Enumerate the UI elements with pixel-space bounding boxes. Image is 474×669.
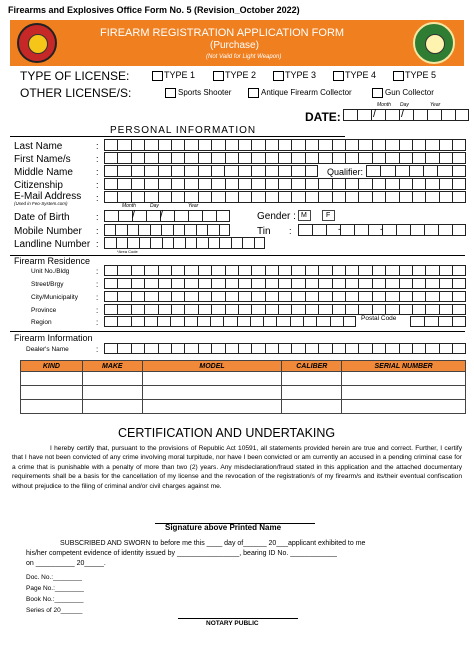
feo-seal-logo	[413, 22, 455, 64]
dob-slash-2: /	[160, 209, 164, 221]
firearm-table-header	[21, 361, 466, 372]
citizenship-label: Citizenship	[14, 180, 63, 191]
citizenship-boxes[interactable]	[104, 178, 466, 190]
gun-collector-label: Gun Collector	[385, 88, 434, 97]
last-name-boxes[interactable]	[104, 139, 466, 151]
province-colon: :	[96, 306, 99, 315]
dealer-label: Dealer's Name	[26, 346, 69, 353]
series-no: Series of 20______	[26, 607, 83, 614]
middle-name-label: Middle Name	[14, 167, 73, 178]
tin-dash-1: -	[338, 224, 341, 234]
sports-shooter-label: Sports Shooter	[178, 88, 232, 97]
sports-shooter-checkbox[interactable]	[165, 88, 176, 98]
type4-checkbox[interactable]	[333, 71, 344, 81]
dob-month-label: Month	[122, 203, 136, 209]
date-slash-1: /	[373, 108, 377, 120]
date-year-label: Year	[430, 102, 441, 108]
col-make: MAKE	[82, 361, 142, 372]
region-colon: :	[96, 318, 99, 327]
residence-heading: Firearm Residence	[14, 256, 91, 266]
area-code-note: *Area Code	[117, 249, 138, 254]
page-no: Page No.:________	[26, 585, 84, 592]
notary-line-1: SUBSCRIBED AND SWORN to before me this ____ day of______ 20___applicant exhibited to me	[60, 540, 366, 547]
doc-no: Doc. No.:________	[26, 574, 83, 581]
first-name-colon: :	[96, 154, 99, 164]
email-boxes[interactable]	[104, 191, 466, 203]
citizenship-colon: :	[96, 180, 99, 190]
email-colon: :	[96, 193, 99, 203]
province-boxes[interactable]	[104, 304, 466, 315]
mobile-label: Mobile Number	[14, 226, 82, 237]
firearm-table	[20, 360, 466, 414]
landline-boxes[interactable]	[104, 237, 266, 249]
dob-year-label: Year	[188, 203, 199, 209]
col-caliber: CALIBER	[282, 361, 342, 372]
tin-colon: :	[289, 226, 292, 236]
gender-f-label: F	[326, 212, 331, 219]
col-serial: SERIAL NUMBER	[342, 361, 466, 372]
form-subtitle: (Purchase)	[210, 40, 259, 51]
type2-label: TYPE 2	[225, 70, 257, 80]
street-boxes[interactable]	[104, 278, 466, 289]
type3-checkbox[interactable]	[273, 71, 284, 81]
landline-colon: :	[96, 239, 99, 249]
date-day-label: Day	[400, 102, 409, 108]
city-boxes[interactable]	[104, 291, 466, 302]
region-label: Region	[31, 319, 52, 326]
first-name-boxes[interactable]	[104, 152, 466, 164]
table-row[interactable]	[21, 386, 466, 400]
book-no: Book No.:________	[26, 596, 84, 603]
type5-label: TYPE 5	[405, 70, 437, 80]
date-month-label: Month	[377, 102, 391, 108]
unit-boxes[interactable]	[104, 265, 466, 276]
city-label: City/Municipality	[31, 294, 78, 301]
firearm-heading: Firearm Information	[14, 333, 93, 343]
cert-heading: CERTIFICATION AND UNDERTAKING	[118, 426, 336, 440]
middle-name-colon: :	[96, 167, 99, 177]
gun-collector-checkbox[interactable]	[372, 88, 383, 98]
last-name-label: Last Name	[14, 141, 63, 152]
middle-name-boxes[interactable]	[104, 165, 318, 177]
cert-body: I hereby certify that, pursuant to the provisions of Republic Act 10591, all statements provided herein are true and correct. Further, I certify that I have not been convicted of any crime involving moral turpitude, nor have I been convicted or am currently an accused in a pending criminal case for a crime that is punishable with a penalty of more than two (2) years. Any misdeclaration/fraud stated in this application and the attached documentary requirements shall be a basis for the cancellation of my license and the revocation of the registration/s of my firearm/s and its/their eventual confiscation without prejudice to the filing of criminal and/or civil charges against me.	[12, 445, 462, 490]
date-label: DATE:	[305, 110, 341, 124]
dealer-colon: :	[96, 345, 99, 354]
postal-code-label: Postal Code	[361, 315, 397, 322]
form-id: Firearms and Explosives Office Form No. 5 (Revision_October 2022)	[8, 5, 300, 15]
col-model: MODEL	[142, 361, 282, 372]
personal-info-heading: PERSONAL INFORMATION	[110, 125, 257, 136]
city-colon: :	[96, 293, 99, 302]
table-row[interactable]	[21, 372, 466, 386]
qualifier-label: Qualifier:	[327, 167, 364, 177]
type1-label: TYPE 1	[164, 70, 196, 80]
type1-checkbox[interactable]	[152, 71, 163, 81]
dealer-boxes[interactable]	[104, 343, 466, 354]
tin-label: Tin	[257, 226, 271, 237]
signature-label: Signature above Printed Name	[165, 523, 282, 532]
dob-boxes[interactable]	[104, 210, 230, 222]
antique-collector-label: Antique Firearm Collector	[261, 88, 352, 97]
email-label: E-Mail Address	[14, 191, 82, 202]
personal-info-rule	[10, 136, 345, 137]
tin-dash-2: -	[380, 224, 383, 234]
date-slash-2: /	[401, 108, 405, 120]
dob-label: Date of Birth	[14, 212, 70, 223]
province-label: Province	[31, 307, 57, 314]
dob-colon: :	[96, 212, 99, 222]
street-label: Street/Brgy	[31, 281, 64, 288]
notary-public-label: NOTARY PUBLIC	[206, 620, 259, 627]
unit-label: Unit No./Bldg	[31, 268, 70, 275]
gender-label: Gender :	[257, 211, 296, 222]
dob-slash-1: /	[132, 209, 136, 221]
region-boxes[interactable]	[104, 316, 356, 327]
last-name-colon: :	[96, 141, 99, 151]
form-title: FIREARM REGISTRATION APPLICATION FORM	[100, 27, 345, 39]
date-boxes[interactable]	[343, 109, 469, 121]
dob-day-label: Day	[150, 203, 159, 209]
type2-checkbox[interactable]	[213, 71, 224, 81]
notary-line-3: on __________ 20_____.	[26, 560, 106, 567]
type5-checkbox[interactable]	[393, 71, 404, 81]
type-of-license-label: TYPE OF LICENSE:	[20, 69, 130, 83]
table-row[interactable]	[21, 400, 466, 414]
col-kind: KIND	[21, 361, 83, 372]
type4-label: TYPE 4	[345, 70, 377, 80]
email-note: (Used in Feo-System.com)	[14, 201, 68, 206]
postal-code-boxes[interactable]	[410, 316, 466, 327]
street-colon: :	[96, 280, 99, 289]
type3-label: TYPE 3	[285, 70, 317, 80]
mobile-colon: :	[96, 226, 99, 236]
pnp-seal-logo	[17, 23, 57, 63]
mobile-boxes[interactable]	[104, 224, 230, 236]
other-license-label: OTHER LICENSE/S:	[20, 86, 132, 100]
antique-collector-checkbox[interactable]	[248, 88, 259, 98]
gender-m-label: M	[301, 212, 307, 219]
firearm-rule	[10, 331, 465, 332]
form-note: (Not Valid for Light Weapon)	[206, 54, 282, 60]
unit-colon: :	[96, 267, 99, 276]
qualifier-boxes[interactable]	[366, 165, 466, 177]
notary-line-2: his/her competent evidence of identity issued by ________________, bearing ID No. ____________	[26, 550, 337, 557]
first-name-label: First Name/s	[14, 154, 71, 165]
landline-label: Landline Number	[14, 239, 91, 250]
notary-signature-line	[178, 618, 298, 619]
